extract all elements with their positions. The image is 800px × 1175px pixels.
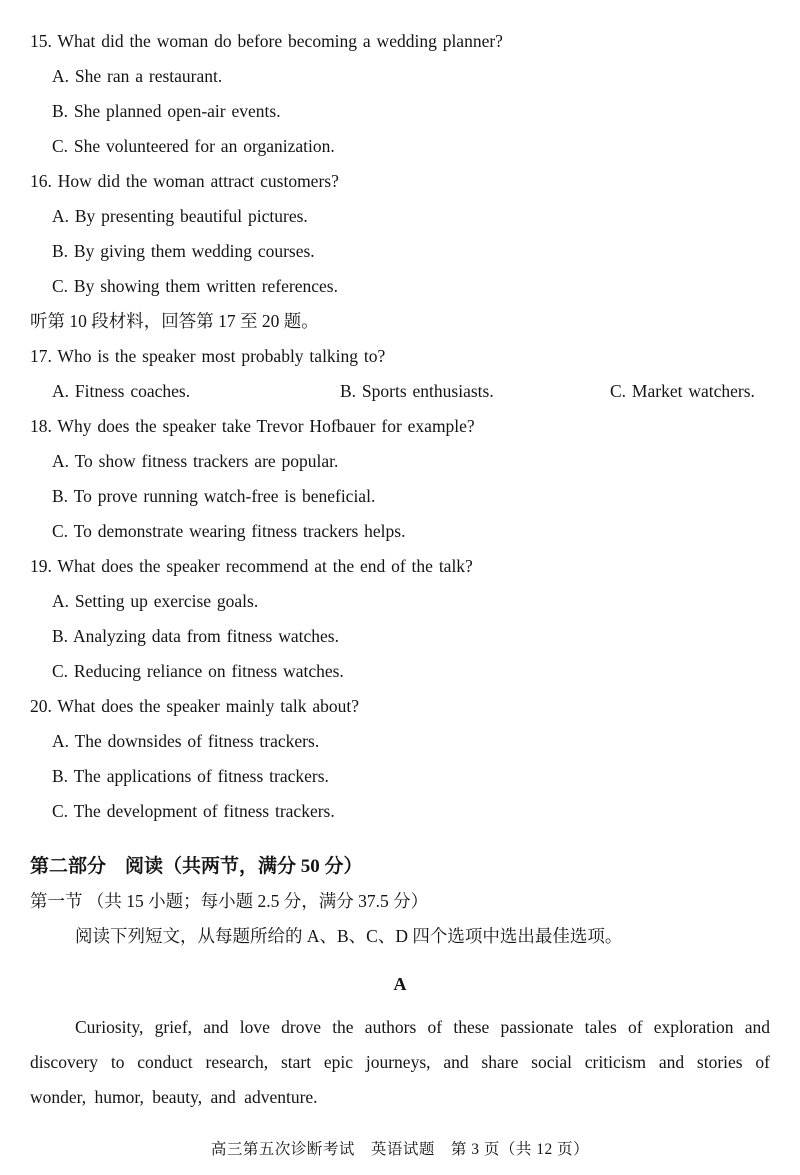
question-option: C. The development of fitness trackers. (52, 801, 335, 821)
question-option: B. She planned open-air events. (52, 101, 281, 121)
question-stem: 20. What does the speaker mainly talk about? (30, 696, 359, 716)
question-option: A. The downsides of fitness trackers. (52, 731, 320, 751)
question-option: B. By giving them wedding courses. (52, 241, 315, 261)
section1-heading: 第一节 （共 15 小题；每小题 2.5 分，满分 37.5 分） (30, 891, 429, 911)
question-option: C. Reducing reliance on fitness watches. (52, 661, 344, 681)
page-footer: 高三第五次诊断考试 英语试题 第 3 页（共 12 页） (210, 1141, 590, 1158)
question-options-row (30, 374, 770, 409)
question-option: A. By presenting beautiful pictures. (52, 206, 308, 226)
listening-questions-17-20 (30, 339, 770, 829)
question-option: A. She ran a restaurant. (52, 66, 223, 86)
question-option: B. Analyzing data from fitness watches. (52, 626, 339, 646)
question-stem: 17. Who is the speaker most probably talking to? (30, 346, 386, 366)
question-stem: 18. Why does the speaker take Trevor Hofbauer for example? (30, 416, 475, 436)
question-option: B. To prove running watch-free is beneficial. (52, 486, 376, 506)
question-option: C. She volunteered for an organization. (52, 136, 335, 156)
listening-material-note: 听第 10 段材料，回答第 17 至 20 题。 (30, 311, 319, 331)
question-option: A. Fitness coaches. (52, 381, 191, 401)
question-stem: 19. What does the speaker recommend at the end of the talk? (30, 556, 473, 576)
question-option: C. To demonstrate wearing fitness trackers helps. (52, 521, 406, 541)
part2-heading: 第二部分 阅读（共两节，满分 50 分） (30, 856, 363, 877)
question-option: A. To show fitness trackers are popular. (52, 451, 339, 471)
passage-a-label: A (393, 974, 407, 994)
passage-a-text: Curiosity, grief, and love drove the authors of these passionate tales of exploration and discovery to conduct research, start epic journeys, and share social criticism and stories of wonder, humor, beauty, and adventure. (30, 1017, 770, 1107)
question-option: B. The applications of fitness trackers. (52, 766, 329, 786)
question-stem: 15. What did the woman do before becoming a wedding planner? (30, 31, 503, 51)
question-option: C. By showing them written references. (52, 276, 338, 296)
question-option: A. Setting up exercise goals. (52, 591, 259, 611)
question-option: C. Market watchers. (610, 381, 755, 401)
listening-questions-15-16 (30, 24, 770, 304)
question-stem: 16. How did the woman attract customers? (30, 171, 339, 191)
reading-instruction: 阅读下列短文，从每题所给的 A、B、C、D 四个选项中选出最佳选项。 (75, 926, 623, 946)
question-option: B. Sports enthusiasts. (340, 381, 494, 401)
